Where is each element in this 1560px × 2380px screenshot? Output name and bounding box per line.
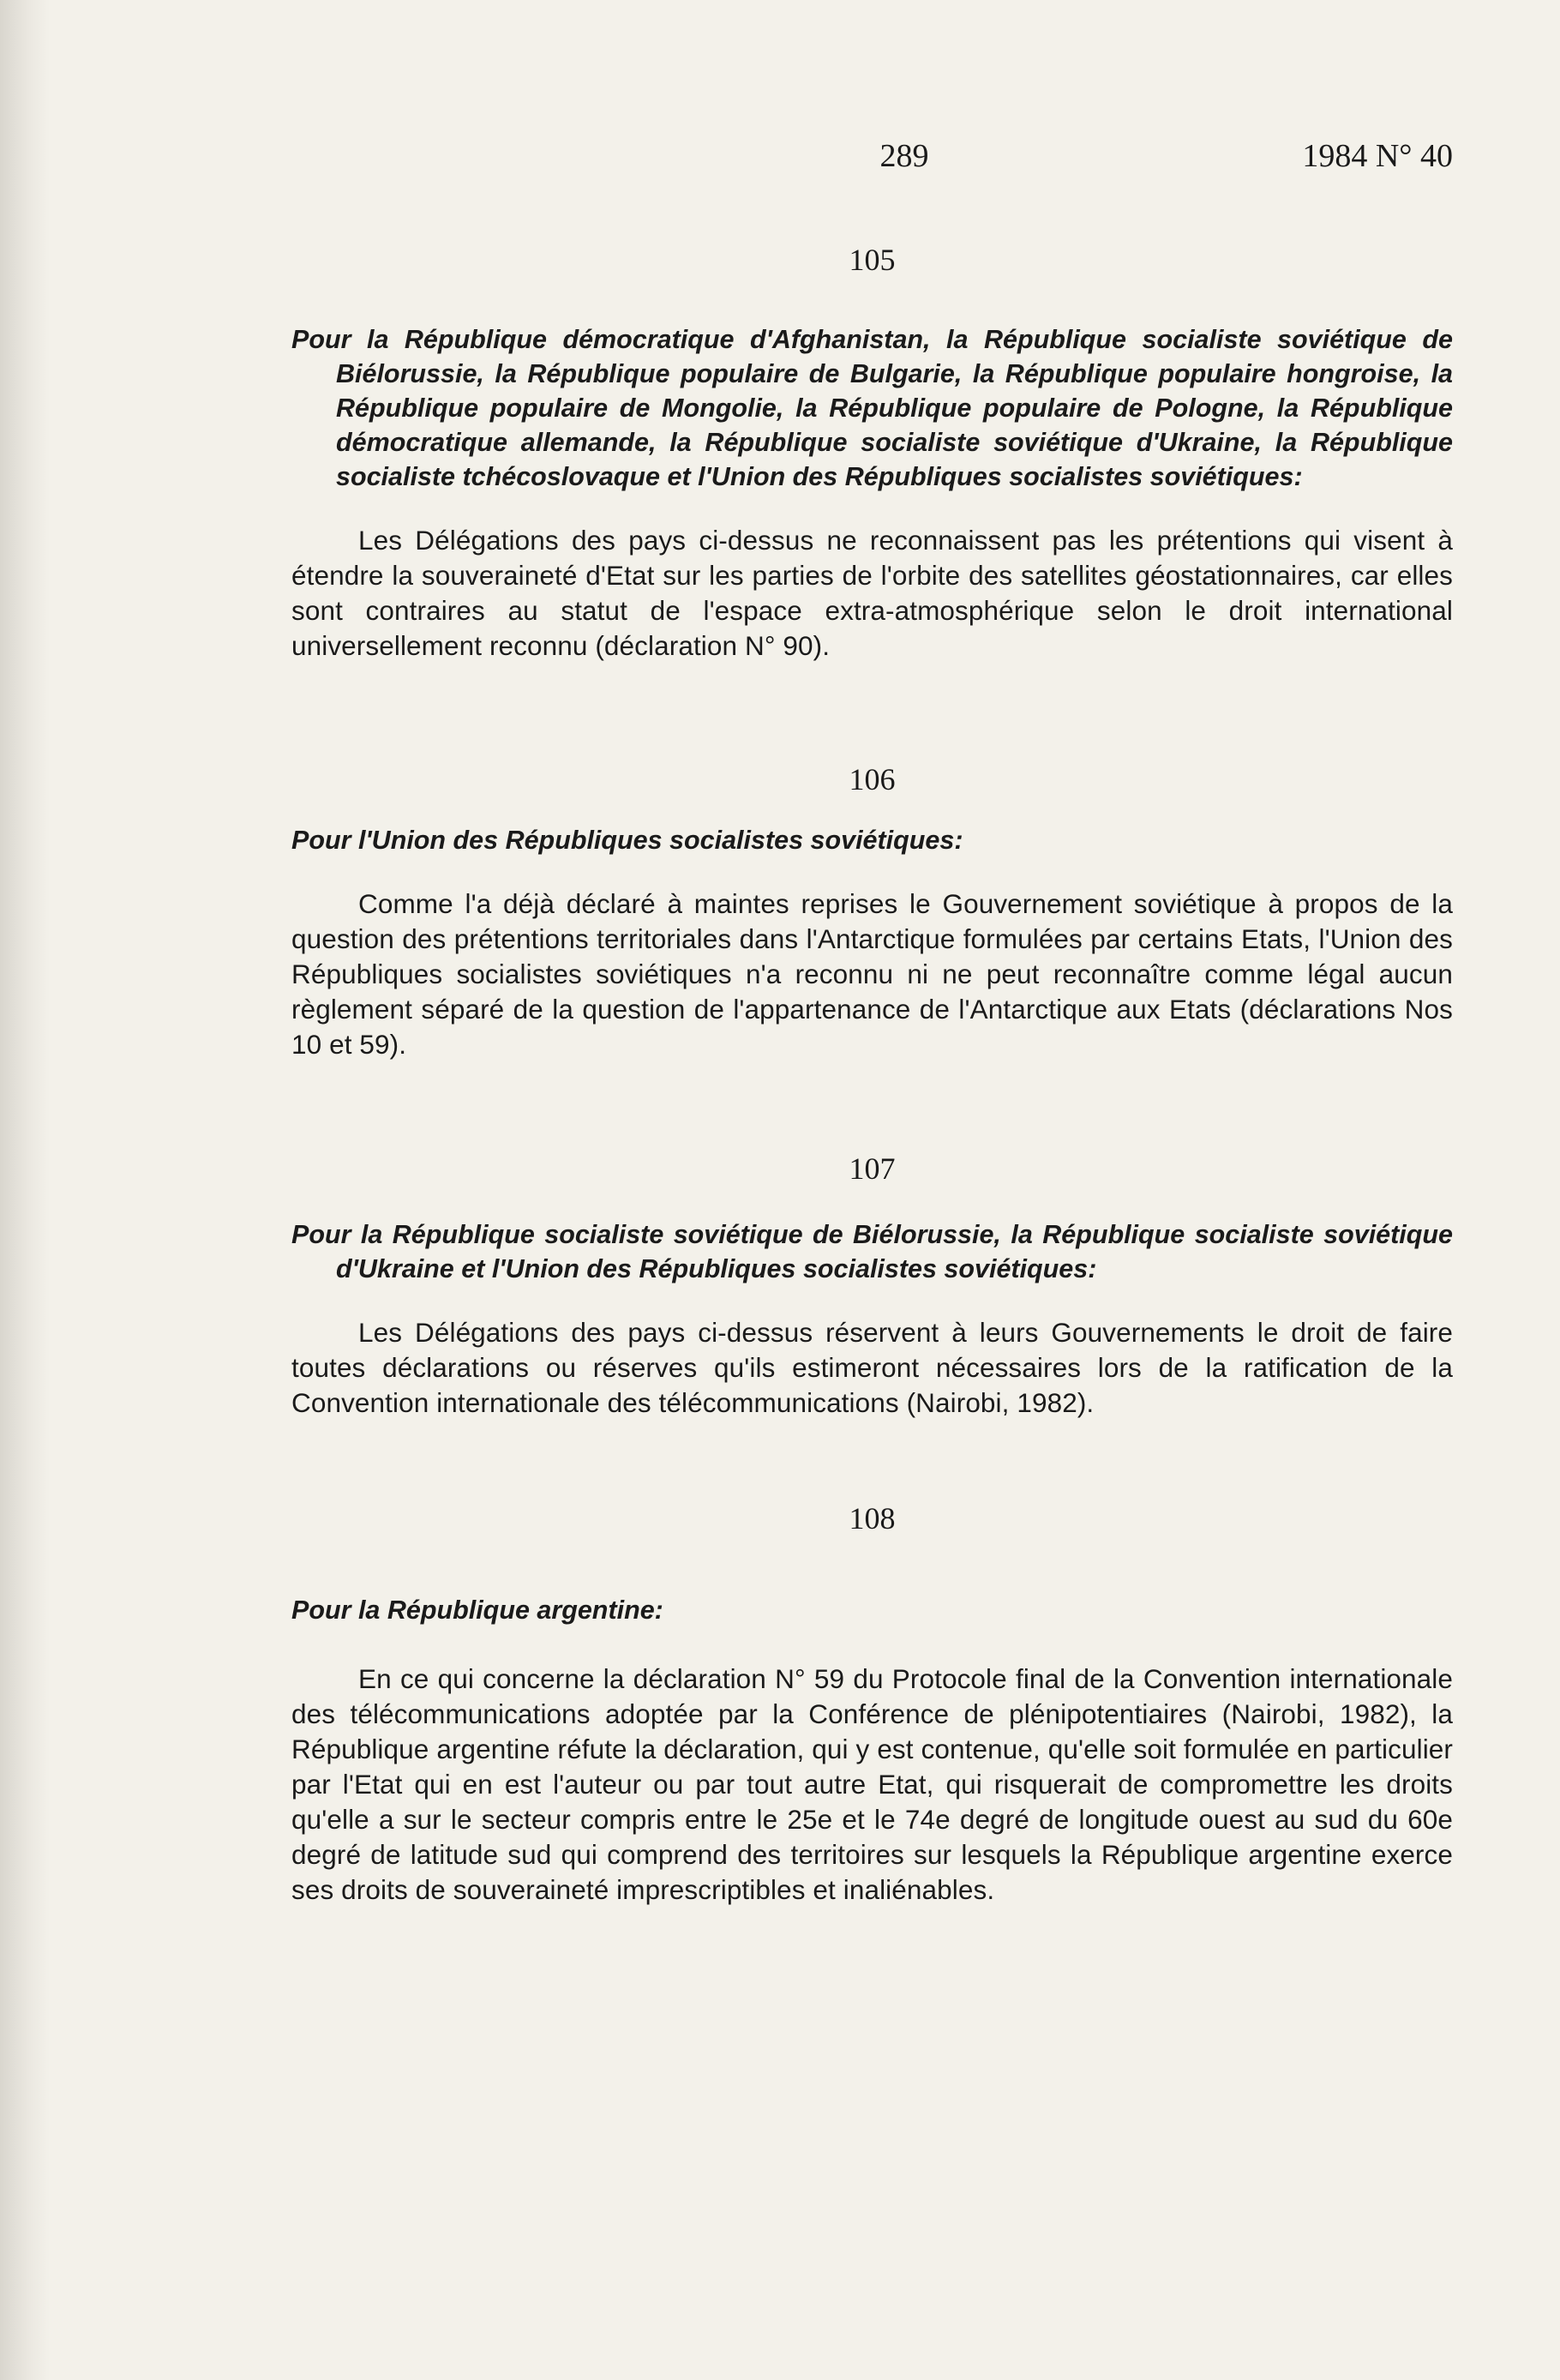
journal-reference: 1984 N° 40 — [1302, 138, 1453, 174]
declaration-text: Les Délégations des pays ci-dessus ne reconnaissent pas les prétentions qui visent à étendre la souveraineté d'Etat sur les parties de l'orbite des satellites géostationnaires, car elles sont contraires au statut de l'espace extra-atmosphérique selon le droit international universellement reconnu (déclaration N° 90). — [291, 525, 1453, 661]
declaration-section-108 — [291, 1500, 1453, 1908]
party-heading: Pour la République démocratique d'Afghanistan, la République socialiste soviétique de Biélorussie, la République populaire de Bulgarie, la République populaire hongroise, la République populaire de Mongolie, la République populaire de Pologne, la République démocratique allemande, la République socialiste soviétique d'Ukraine, la République socialiste tchécoslovaque et l'Union des Républiques socialistes soviétiques: — [291, 325, 1453, 491]
party-heading: Pour l'Union des Républiques socialistes soviétiques: — [291, 826, 963, 855]
party-heading: Pour la République argentine: — [291, 1596, 663, 1625]
declaration-section-107 — [291, 1151, 1453, 1421]
declaration-text: Comme l'a déjà déclaré à maintes reprises le Gouvernement soviétique à propos de la question des prétentions territoriales dans l'Antarctique formulées par certains Etats, l'Union des Républiques socialistes soviétiques n'a reconnu ni ne peut reconnaître comme légal aucun règlement séparé de la question de l'appartenance de l'Antarctique aux Etats (déclarations Nos 10 et 59). — [291, 888, 1453, 1060]
declaration-section-105 — [291, 242, 1453, 664]
section-number: 105 — [849, 243, 896, 277]
declaration-text: En ce qui concerne la déclaration N° 59 du Protocole final de la Convention internationale des télécommunications adoptée par la Conférence de plénipotentiaires (Nairobi, 1982), la République argentine réfute la déclaration, qui y est contenue, qu'elle soit formulée en particulier par l'Etat qui en est l'auteur ou par tout autre Etat, qui risquerait de compromettre les droits qu'elle a sur le secteur compris entre le 25e et le 74e degré de longitude ouest au sud du 60e degré de latitude sud qui comprend des territoires sur lesquels la République argentine exerce ses droits de souveraineté imprescriptibles et inaliénables. — [291, 1663, 1453, 1905]
document-page — [291, 137, 1453, 1905]
page-edge-shadow — [0, 0, 50, 2380]
section-number: 108 — [849, 1501, 896, 1536]
party-heading: Pour la République socialiste soviétique de Biélorussie, la République socialiste soviétique d'Ukraine et l'Union des Républiques socialistes soviétiques: — [291, 1220, 1453, 1283]
section-number: 106 — [849, 762, 896, 796]
page-header — [291, 137, 1453, 189]
declaration-text: Les Délégations des pays ci-dessus réservent à leurs Gouvernements le droit de faire toutes déclarations ou réserves qu'ils estimeront nécessaires lors de la ratification de la Convention internationale des télécommunications (Nairobi, 1982). — [291, 1317, 1453, 1418]
page-number: 289 — [879, 138, 929, 174]
declaration-section-106 — [291, 761, 1453, 1062]
section-number: 107 — [849, 1151, 896, 1186]
